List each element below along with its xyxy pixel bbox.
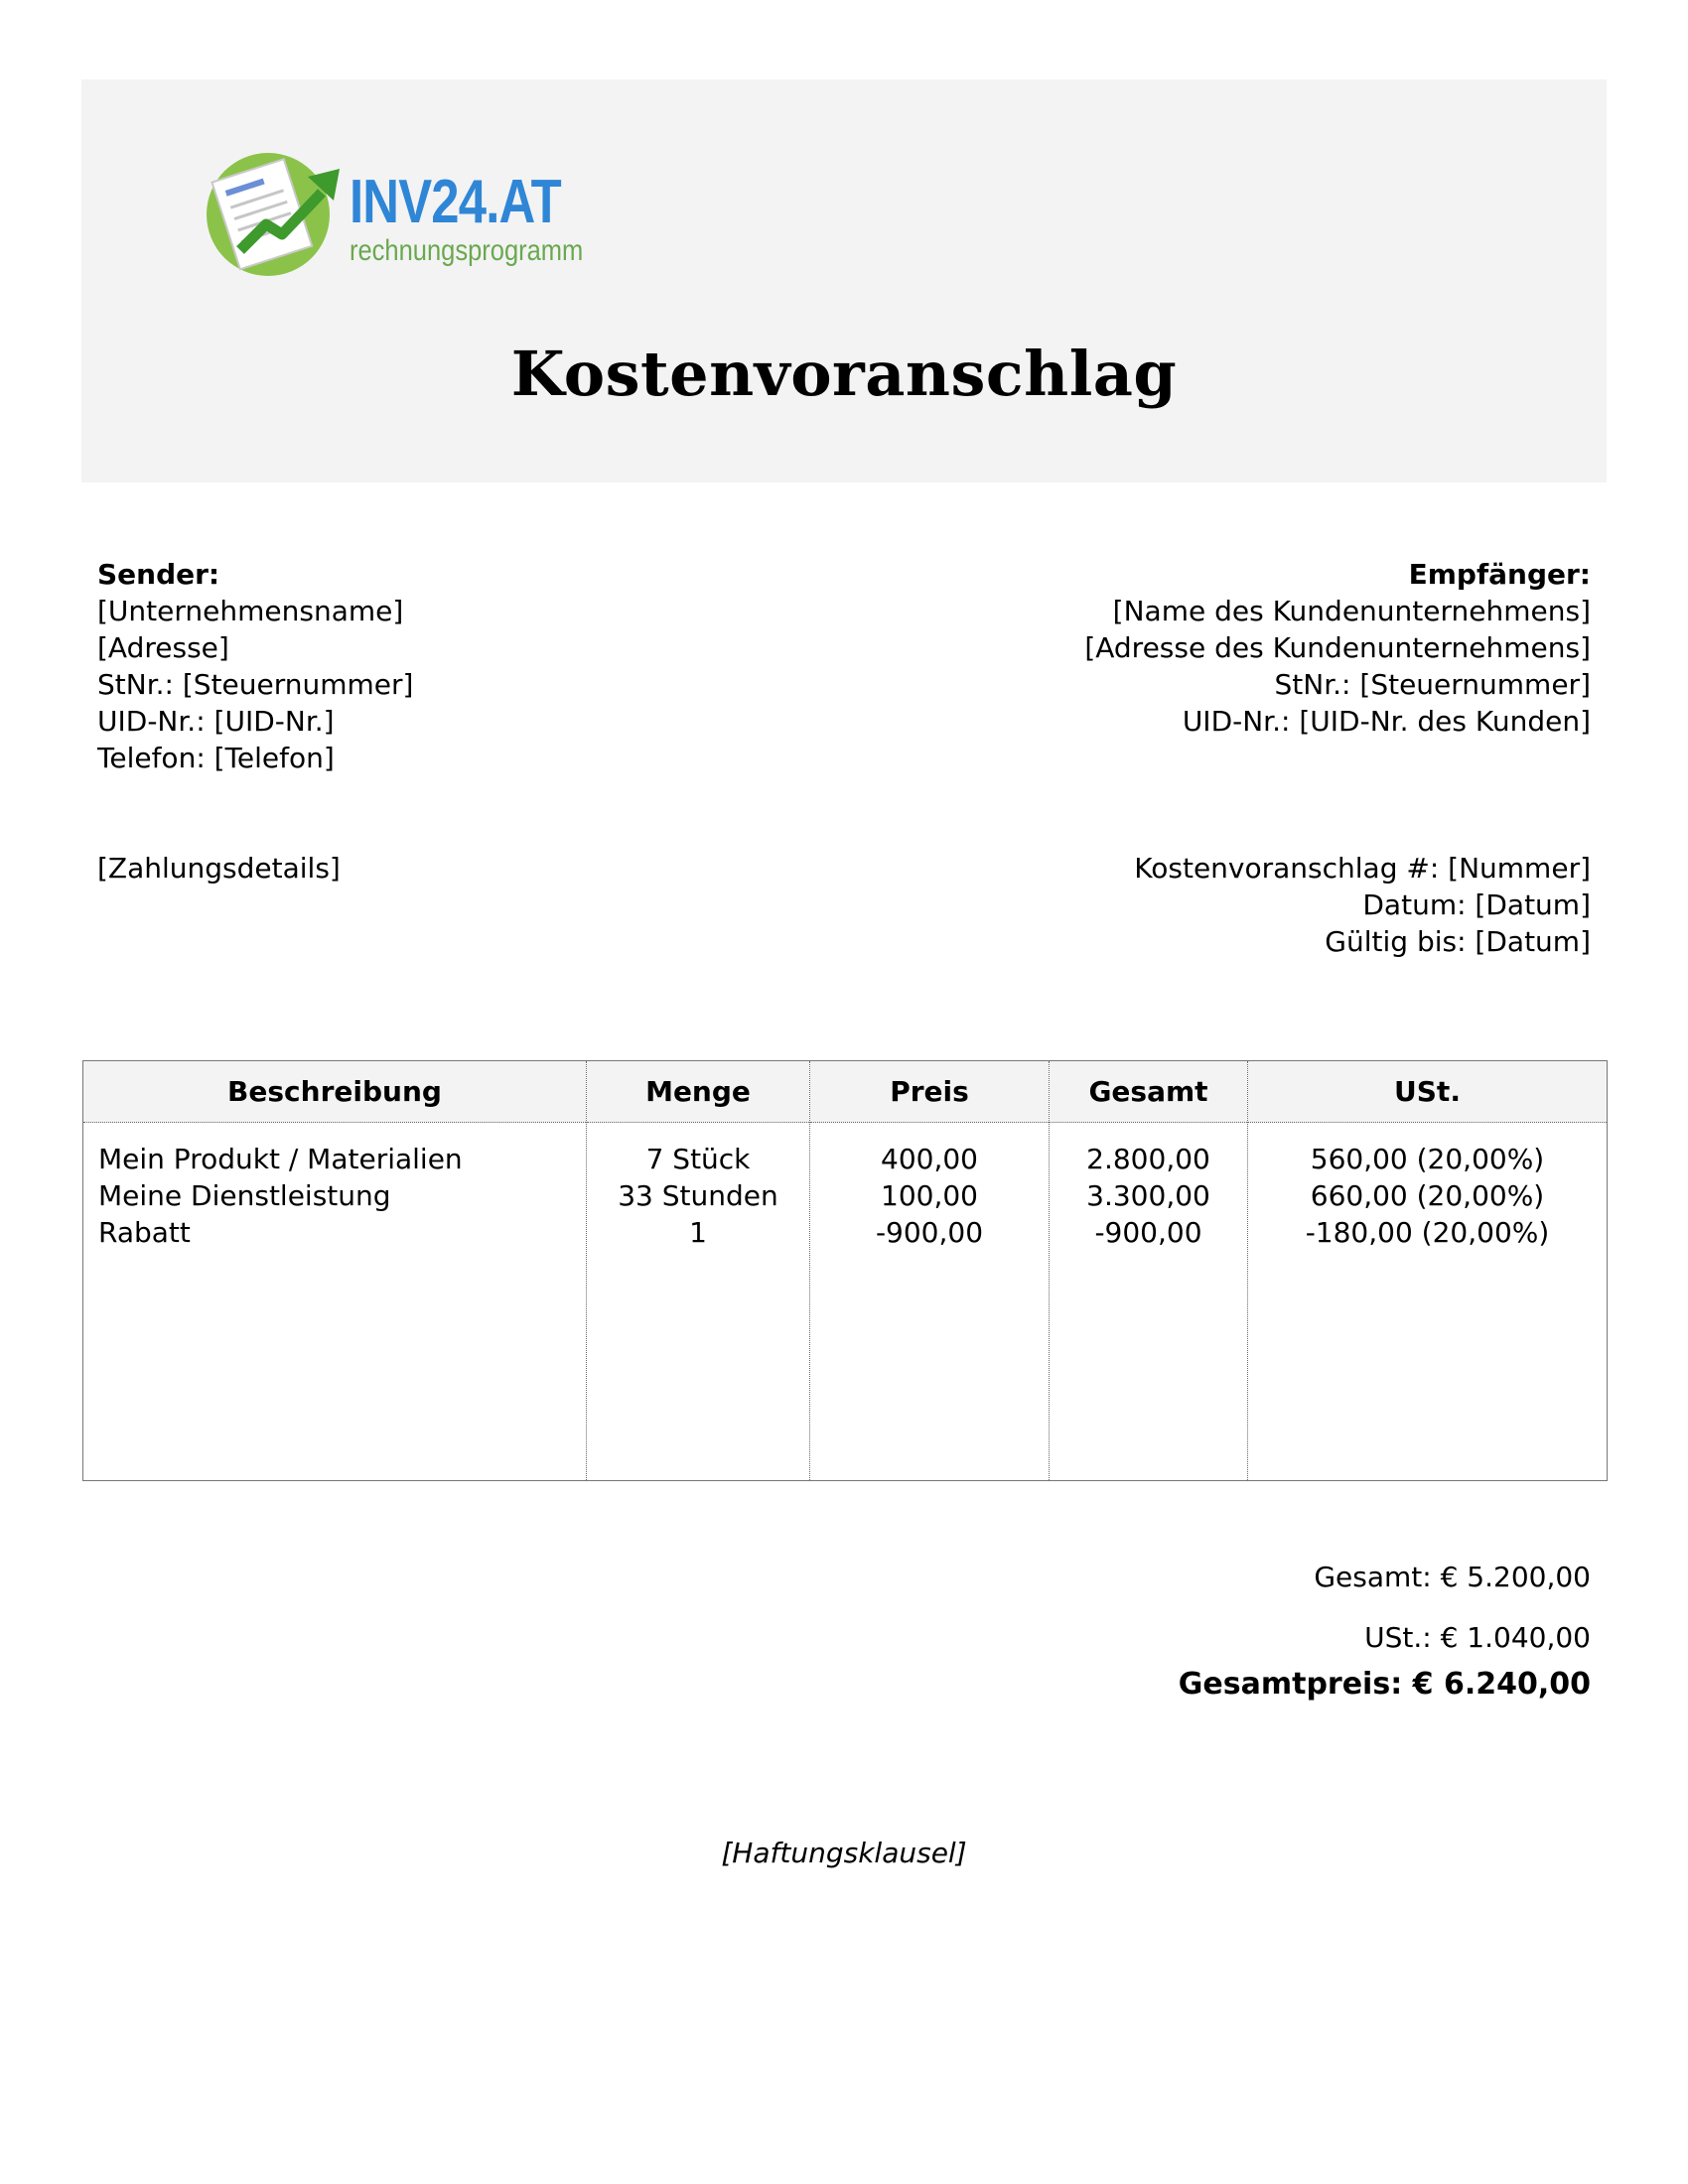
recipient-vat-id: UID-Nr.: [UID-Nr. des Kunden] (1182, 705, 1591, 738)
table-cell: 1 (689, 1216, 707, 1249)
quote-number: Kostenvoranschlag #: [Nummer] (1134, 852, 1591, 885)
recipient-block (1084, 556, 1591, 740)
column-total (1050, 1061, 1248, 1480)
grand-total: Gesamtpreis: € 6.240,00 (1178, 1667, 1591, 1702)
recipient-address: [Adresse des Kundenunternehmens] (1084, 631, 1591, 664)
table-cell: 660,00 (20,00%) (1310, 1179, 1545, 1212)
table-cell: 3.300,00 (1086, 1179, 1210, 1212)
quote-meta (1134, 850, 1591, 960)
column-header: USt. (1248, 1061, 1607, 1123)
liability-clause: [Haftungsklausel] (721, 1837, 967, 1869)
logo-subtitle: rechnungsprogramm (350, 234, 584, 267)
vat-total: USt.: € 1.040,00 (1364, 1621, 1591, 1654)
column-header: Menge (587, 1061, 809, 1123)
sender-company: [Unternehmensname] (97, 595, 404, 627)
company-logo (201, 139, 618, 278)
quote-date: Datum: [Datum] (1362, 888, 1591, 921)
sender-block (97, 556, 413, 776)
totals-block (1179, 1559, 1591, 1703)
column-price (810, 1061, 1050, 1480)
logo-icon (201, 139, 350, 278)
table-cell: 100,00 (881, 1179, 978, 1212)
sender-address: [Adresse] (97, 631, 229, 664)
table-cell: Mein Produkt / Materialien (98, 1143, 463, 1175)
table-cell: 7 Stück (645, 1143, 751, 1175)
column-description (83, 1061, 587, 1480)
recipient-company: [Name des Kundenunternehmens] (1112, 595, 1591, 627)
table-cell: -180,00 (20,00%) (1305, 1216, 1550, 1249)
table-cell: 33 Stunden (618, 1179, 778, 1212)
column-header: Gesamt (1050, 1061, 1247, 1123)
quote-valid-until: Gültig bis: [Datum] (1325, 925, 1591, 958)
header-band (81, 79, 1607, 482)
net-total: Gesamt: € 5.200,00 (1314, 1561, 1591, 1593)
table-cell: 400,00 (881, 1143, 978, 1175)
table-cell: -900,00 (1094, 1216, 1202, 1249)
line-items-table (82, 1060, 1608, 1481)
logo-name: INV24.AT (350, 168, 561, 236)
table-cell: 2.800,00 (1086, 1143, 1210, 1175)
table-cell: 560,00 (20,00%) (1310, 1143, 1545, 1175)
sender-label: Sender: (97, 558, 220, 591)
column-header: Preis (810, 1061, 1049, 1123)
table-cell: Rabatt (98, 1216, 191, 1249)
sender-vat-id: UID-Nr.: [UID-Nr.] (97, 705, 335, 738)
sender-tax-number: StNr.: [Steuernummer] (97, 668, 414, 701)
recipient-tax-number: StNr.: [Steuernummer] (1274, 668, 1591, 701)
recipient-label: Empfänger: (1408, 558, 1591, 591)
table-cell: Meine Dienstleistung (98, 1179, 391, 1212)
document-title: Kostenvoranschlag (510, 338, 1178, 410)
sender-phone: Telefon: [Telefon] (97, 742, 335, 774)
column-quantity (587, 1061, 810, 1480)
column-header: Beschreibung (83, 1061, 586, 1123)
column-vat (1248, 1061, 1607, 1480)
table-cell: -900,00 (875, 1216, 984, 1249)
payment-details: [Zahlungsdetails] (97, 852, 341, 885)
